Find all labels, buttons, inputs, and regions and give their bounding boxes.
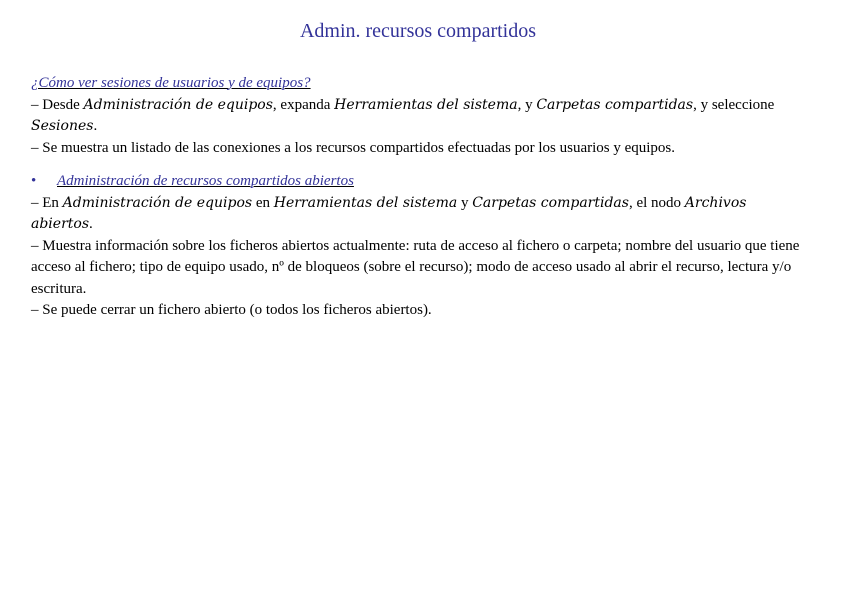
section-2-heading-text: Administración de recursos compartidos abiertos (57, 173, 354, 189)
s1l1-herramientas: Herramientas del sistema (334, 96, 518, 113)
s2l1-archivos-abiertos: Archivos abiertos (31, 194, 747, 232)
s1l1-i: . (93, 118, 98, 134)
s2l1-admin-equipos: Administración de equipos (62, 194, 253, 211)
s1l1-e: , y (517, 96, 537, 113)
s2l1-carpetas: Carpetas compartidas (472, 194, 629, 211)
page-title: Admin. recursos compartidos (299, 20, 537, 42)
s1l1-carpetas: Carpetas compartidas (536, 96, 694, 113)
slide-body (31, 73, 811, 322)
s1l1-c: , expanda (272, 96, 335, 113)
section-1-line-1 (31, 95, 811, 138)
section-2-line-1 (31, 193, 811, 236)
s2l1-c: en (252, 194, 274, 211)
section-2-line-2: – Muestra información sobre los ficheros abiertos actualmente: ruta de acceso al fichero o carpeta; nombre del usuario que tiene acceso al fichero; tipo de equipo usado, nº de bloqueos (sobre el recurso); modo de acceso usado al abrir el recurso, lectura y/o escritura. (31, 237, 800, 297)
s1l1-a: – Desde (31, 96, 84, 113)
section-2-heading (31, 171, 811, 193)
section-1-heading (31, 73, 811, 95)
section-1-heading-text: ¿Cómo ver sesiones de usuarios y de equipos? (31, 75, 311, 91)
section-2-line-3: – Se puede cerrar un fichero abierto (o todos los ficheros abiertos). (31, 302, 432, 318)
s2l1-e: y (457, 194, 473, 211)
s2l1-a: – En (31, 194, 63, 211)
s1l1-sesiones: Sesiones (31, 118, 94, 134)
section-gap (31, 159, 811, 171)
s2l1-i: . (89, 216, 93, 232)
s2l1-g: , el nodo (628, 194, 685, 211)
section-1-line-2: – Se muestra un listado de las conexiones a los recursos compartidos efectuadas por los usuarios y equipos. (31, 139, 676, 156)
s1l1-g: , y seleccione (693, 96, 775, 113)
s1l1-admin-equipos: Administración de equipos (83, 96, 273, 113)
s2l1-herramientas: Herramientas del sistema (273, 194, 458, 211)
bullet-icon: • (31, 173, 37, 189)
